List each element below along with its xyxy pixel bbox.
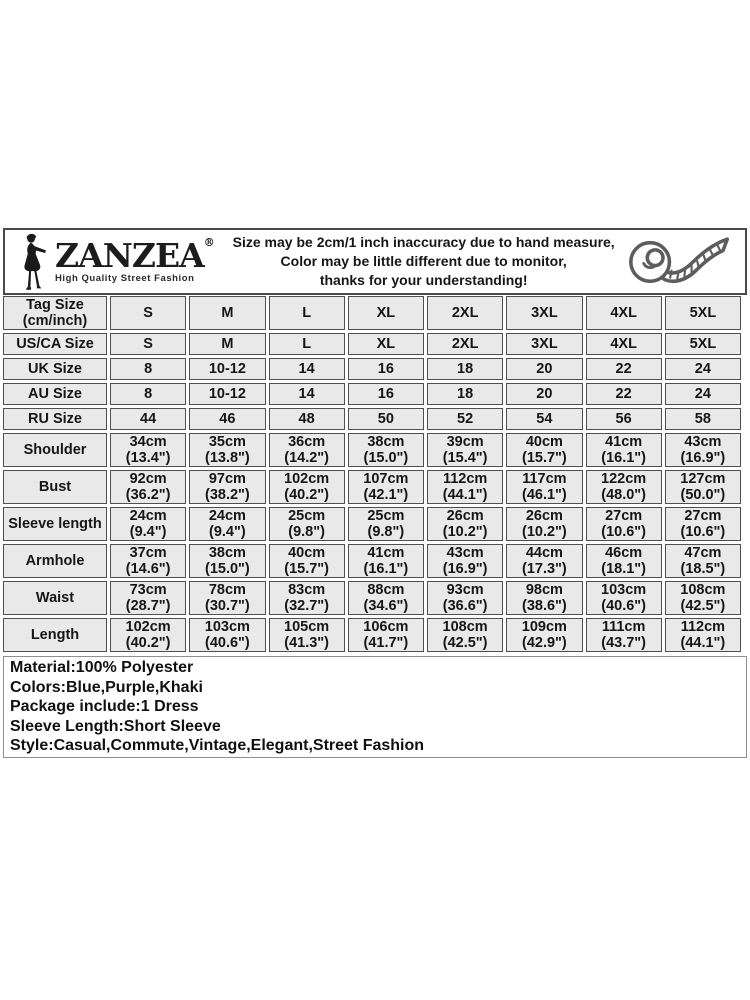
measure-cell xyxy=(586,581,662,615)
row-label-line: UK Size xyxy=(28,361,82,377)
table-row-tag-size xyxy=(3,296,741,330)
measure-cm: 106cm xyxy=(363,619,409,635)
measure-cm: 92cm xyxy=(129,471,167,487)
size-cell: 24 xyxy=(665,383,741,405)
size-cell: 22 xyxy=(586,358,662,380)
size-cell: 5XL xyxy=(665,296,741,330)
disclaimer-line: Size may be 2cm/1 inch inaccuracy due to hand measure, xyxy=(232,234,615,250)
measure-cm: 102cm xyxy=(284,471,330,487)
size-cell: M xyxy=(189,333,265,355)
row-label-line: Armhole xyxy=(25,553,85,569)
measure-inch: (15.7") xyxy=(284,561,329,577)
measure-cell xyxy=(269,470,345,504)
measure-inch: (9.8") xyxy=(288,524,325,540)
row-label-line: US/CA Size xyxy=(16,336,94,352)
measure-cm: 73cm xyxy=(129,582,167,598)
measure-cell xyxy=(348,544,424,578)
measuring-tape-icon xyxy=(619,232,737,292)
measure-cell xyxy=(586,433,662,467)
measure-inch: (28.7") xyxy=(125,598,171,614)
measure-inch: (14.2") xyxy=(284,450,329,466)
measure-cell xyxy=(427,470,503,504)
measure-inch: (36.6") xyxy=(442,598,488,614)
brand-logo xyxy=(5,233,233,291)
header xyxy=(3,228,747,295)
size-cell: 3XL xyxy=(506,333,582,355)
measure-cell xyxy=(189,507,265,541)
measure-cell xyxy=(348,507,424,541)
measure-cm: 47cm xyxy=(684,545,722,561)
measure-inch: (9.4") xyxy=(209,524,246,540)
measure-cm: 97cm xyxy=(208,471,246,487)
detail-style: Style:Casual,Commute,Vintage,Elegant,Street Fashion xyxy=(10,737,425,755)
measure-inch: (42.5") xyxy=(680,598,726,614)
measure-cm: 112cm xyxy=(442,471,488,487)
measure-cm: 26cm xyxy=(446,508,484,524)
measure-cm: 44cm xyxy=(525,545,563,561)
row-label-line: Shoulder xyxy=(23,442,87,458)
row-label-length xyxy=(3,618,107,652)
measure-cm: 105cm xyxy=(284,619,330,635)
measure-cm: 40cm xyxy=(525,434,563,450)
measure-cell xyxy=(427,544,503,578)
size-cell: 4XL xyxy=(586,333,662,355)
measure-cm: 38cm xyxy=(208,545,246,561)
size-cell: 20 xyxy=(506,358,582,380)
measure-inch: (10.6") xyxy=(680,524,726,540)
measure-cm: 35cm xyxy=(208,434,246,450)
measure-inch: (38.6") xyxy=(521,598,567,614)
measure-cm: 27cm xyxy=(684,508,722,524)
size-cell: 22 xyxy=(586,383,662,405)
measure-cm: 36cm xyxy=(288,434,326,450)
measure-cm: 25cm xyxy=(367,508,405,524)
measure-cell xyxy=(269,618,345,652)
measure-inch: (41.3") xyxy=(284,635,329,651)
measure-inch: (10.2") xyxy=(442,524,488,540)
row-label-bust xyxy=(3,470,107,504)
measure-inch: (48.0") xyxy=(601,487,646,503)
table-row-us-ca-size xyxy=(3,333,741,355)
measure-cell xyxy=(586,507,662,541)
measure-cell xyxy=(348,581,424,615)
size-cell: 14 xyxy=(269,358,345,380)
size-cell: 56 xyxy=(586,408,662,430)
measure-cell xyxy=(427,581,503,615)
size-cell: 10-12 xyxy=(189,383,265,405)
measure-cell xyxy=(110,433,186,467)
measure-cell xyxy=(586,470,662,504)
measure-cell xyxy=(189,544,265,578)
detail-sleeve-length: Sleeve Length:Short Sleeve xyxy=(10,717,221,735)
measure-cell xyxy=(665,618,741,652)
detail-colors: Colors:Blue,Purple,Khaki xyxy=(10,678,203,696)
size-cell: 44 xyxy=(110,408,186,430)
measure-cell xyxy=(586,544,662,578)
size-cell: M xyxy=(189,296,265,330)
size-cell: 2XL xyxy=(427,333,503,355)
measure-cell xyxy=(189,433,265,467)
size-cell: 18 xyxy=(427,383,503,405)
measure-cm: 34cm xyxy=(129,434,167,450)
measure-cm: 46cm xyxy=(605,545,643,561)
measure-cm: 98cm xyxy=(525,582,563,598)
measure-inch: (9.8") xyxy=(367,524,405,540)
measure-cell xyxy=(348,618,424,652)
brand-tagline: High Quality Street Fashion xyxy=(55,273,195,285)
size-table xyxy=(0,293,744,655)
table-row-sleeve-length xyxy=(3,507,741,541)
measure-cell xyxy=(110,470,186,504)
measure-cell xyxy=(506,433,582,467)
tape-icon-wrap xyxy=(615,232,745,292)
size-chart-sheet xyxy=(3,228,747,758)
size-cell: 5XL xyxy=(665,333,741,355)
size-cell: 8 xyxy=(110,358,186,380)
registered-mark: ® xyxy=(203,236,215,250)
measure-cell xyxy=(110,581,186,615)
measure-inch: (38.2") xyxy=(204,487,250,503)
measure-cm: 38cm xyxy=(367,434,405,450)
measure-inch: (40.2") xyxy=(125,635,171,651)
measure-inch: (9.4") xyxy=(129,524,167,540)
size-cell: 18 xyxy=(427,358,503,380)
row-label-line: AU Size xyxy=(28,386,82,402)
table-row-ru-size xyxy=(3,408,741,430)
measure-inch: (42.9") xyxy=(521,635,567,651)
measure-cell xyxy=(110,618,186,652)
size-cell: 16 xyxy=(348,383,424,405)
measure-inch: (14.6") xyxy=(125,561,171,577)
measure-cm: 41cm xyxy=(367,545,405,561)
size-cell: S xyxy=(110,296,186,330)
measure-cm: 111cm xyxy=(601,619,646,635)
measure-cell xyxy=(506,470,582,504)
size-cell: L xyxy=(269,296,345,330)
measure-cell xyxy=(348,470,424,504)
measure-inch: (15.0") xyxy=(363,450,409,466)
measure-cm: 26cm xyxy=(525,508,563,524)
measure-cell xyxy=(189,470,265,504)
measure-inch: (16.9") xyxy=(442,561,488,577)
row-label-shoulder xyxy=(3,433,107,467)
measure-inch: (18.5") xyxy=(680,561,726,577)
measure-cm: 78cm xyxy=(208,582,246,598)
size-cell: 4XL xyxy=(586,296,662,330)
measure-cm: 112cm xyxy=(680,619,726,635)
row-label-us-ca-size xyxy=(3,333,107,355)
table-row-uk-size xyxy=(3,358,741,380)
brand-wordmark xyxy=(55,236,215,285)
measure-cell xyxy=(427,433,503,467)
measure-cell xyxy=(269,544,345,578)
detail-material: Material:100% Polyester xyxy=(10,659,194,676)
measure-cell xyxy=(427,618,503,652)
measure-inch: (15.4") xyxy=(442,450,488,466)
size-cell: 54 xyxy=(506,408,582,430)
measure-cell xyxy=(110,507,186,541)
measure-inch: (15.0") xyxy=(204,561,250,577)
measure-cm: 117cm xyxy=(522,471,567,487)
measure-cm: 27cm xyxy=(605,508,643,524)
size-cell: 48 xyxy=(269,408,345,430)
table-row-bust xyxy=(3,470,741,504)
size-cell: 8 xyxy=(110,383,186,405)
measure-inch: (30.7") xyxy=(204,598,250,614)
row-label-sleeve-length xyxy=(3,507,107,541)
brand-name: ZANZEA xyxy=(55,236,204,276)
measure-cell xyxy=(189,618,265,652)
measure-inch: (15.7") xyxy=(521,450,567,466)
size-cell: 46 xyxy=(189,408,265,430)
row-label-line: Waist xyxy=(35,590,75,606)
measure-cm: 88cm xyxy=(367,582,405,598)
measure-cell xyxy=(665,544,741,578)
size-cell: 3XL xyxy=(506,296,582,330)
row-label-armhole xyxy=(3,544,107,578)
row-label-line: RU Size xyxy=(28,411,82,427)
measure-cell xyxy=(506,581,582,615)
size-cell: 16 xyxy=(348,358,424,380)
measure-inch: (36.2") xyxy=(125,487,171,503)
measure-inch: (40.2") xyxy=(284,487,329,503)
measure-cm: 102cm xyxy=(125,619,171,635)
measure-cm: 108cm xyxy=(680,582,726,598)
measure-cm: 122cm xyxy=(601,471,647,487)
measure-cell xyxy=(506,544,582,578)
row-label-uk-size xyxy=(3,358,107,380)
row-label-line: Tag Size xyxy=(26,297,84,313)
row-label-line: Bust xyxy=(38,479,72,495)
disclaimer-line: thanks for your understanding! xyxy=(319,272,528,288)
measure-disclaimer xyxy=(233,233,615,290)
measure-inch: (13.4") xyxy=(125,450,171,466)
measure-cell xyxy=(427,507,503,541)
measure-inch: (17.3") xyxy=(521,561,567,577)
measure-cm: 109cm xyxy=(521,619,567,635)
measure-cm: 24cm xyxy=(129,508,167,524)
row-label-line: Sleeve length xyxy=(8,516,102,532)
table-row-length xyxy=(3,618,741,652)
size-cell: S xyxy=(110,333,186,355)
row-label-au-size xyxy=(3,383,107,405)
measure-inch: (41.7") xyxy=(363,635,409,651)
size-cell: 50 xyxy=(348,408,424,430)
measure-inch: (13.8") xyxy=(204,450,250,466)
size-cell: 10-12 xyxy=(189,358,265,380)
measure-cell xyxy=(586,618,662,652)
measure-inch: (18.1") xyxy=(601,561,646,577)
measure-cm: 37cm xyxy=(129,545,167,561)
measure-inch: (42.5") xyxy=(442,635,488,651)
size-cell: 58 xyxy=(665,408,741,430)
size-cell: XL xyxy=(348,296,424,330)
measure-cell xyxy=(269,581,345,615)
size-cell: 20 xyxy=(506,383,582,405)
measure-inch: (50.0") xyxy=(680,487,726,503)
size-cell: 14 xyxy=(269,383,345,405)
table-row-waist xyxy=(3,581,741,615)
measure-cm: 107cm xyxy=(363,471,409,487)
measure-inch: (44.1") xyxy=(442,487,488,503)
size-cell: 24 xyxy=(665,358,741,380)
measure-inch: (16.1") xyxy=(601,450,646,466)
measure-inch: (16.9") xyxy=(680,450,726,466)
measure-cm: 93cm xyxy=(446,582,484,598)
table-row-shoulder xyxy=(3,433,741,467)
size-cell: XL xyxy=(348,333,424,355)
measure-inch: (44.1") xyxy=(680,635,726,651)
measure-cm: 43cm xyxy=(446,545,484,561)
size-cell: L xyxy=(269,333,345,355)
disclaimer-line: Color may be little different due to monitor, xyxy=(280,253,567,269)
measure-cell xyxy=(665,581,741,615)
measure-inch: (10.6") xyxy=(601,524,646,540)
row-label-line: (cm/inch) xyxy=(22,313,88,329)
measure-cell xyxy=(189,581,265,615)
measure-cell xyxy=(506,507,582,541)
measure-inch: (16.1") xyxy=(363,561,409,577)
measure-cm: 127cm xyxy=(680,471,726,487)
table-row-armhole xyxy=(3,544,741,578)
measure-cell xyxy=(665,433,741,467)
measure-cell xyxy=(506,618,582,652)
measure-inch: (43.7") xyxy=(601,635,646,651)
size-cell: 52 xyxy=(427,408,503,430)
table-row-au-size xyxy=(3,383,741,405)
detail-package: Package include:1 Dress xyxy=(10,698,199,716)
measure-cm: 39cm xyxy=(446,434,484,450)
measure-inch: (42.1") xyxy=(363,487,409,503)
measure-cm: 24cm xyxy=(208,508,246,524)
measure-cm: 43cm xyxy=(684,434,722,450)
measure-cell xyxy=(665,507,741,541)
row-label-ru-size xyxy=(3,408,107,430)
brand-figure-icon xyxy=(13,233,53,291)
measure-cm: 41cm xyxy=(605,434,643,450)
row-label-waist xyxy=(3,581,107,615)
measure-cell xyxy=(348,433,424,467)
measure-cell xyxy=(665,470,741,504)
measure-inch: (34.6") xyxy=(363,598,409,614)
size-cell: 2XL xyxy=(427,296,503,330)
measure-cell xyxy=(269,433,345,467)
row-label-line: Length xyxy=(30,627,80,643)
product-details xyxy=(3,656,747,758)
measure-inch: (10.2") xyxy=(521,524,567,540)
measure-cm: 103cm xyxy=(204,619,250,635)
measure-inch: (46.1") xyxy=(521,487,567,503)
measure-cm: 25cm xyxy=(288,508,326,524)
measure-inch: (40.6") xyxy=(204,635,250,651)
measure-cm: 103cm xyxy=(601,582,647,598)
measure-cm: 40cm xyxy=(288,545,326,561)
row-label-tag-size xyxy=(3,296,107,330)
measure-inch: (32.7") xyxy=(284,598,329,614)
measure-cm: 108cm xyxy=(442,619,488,635)
measure-cm: 83cm xyxy=(288,582,326,598)
measure-cell xyxy=(110,544,186,578)
measure-cell xyxy=(269,507,345,541)
measure-inch: (40.6") xyxy=(601,598,646,614)
